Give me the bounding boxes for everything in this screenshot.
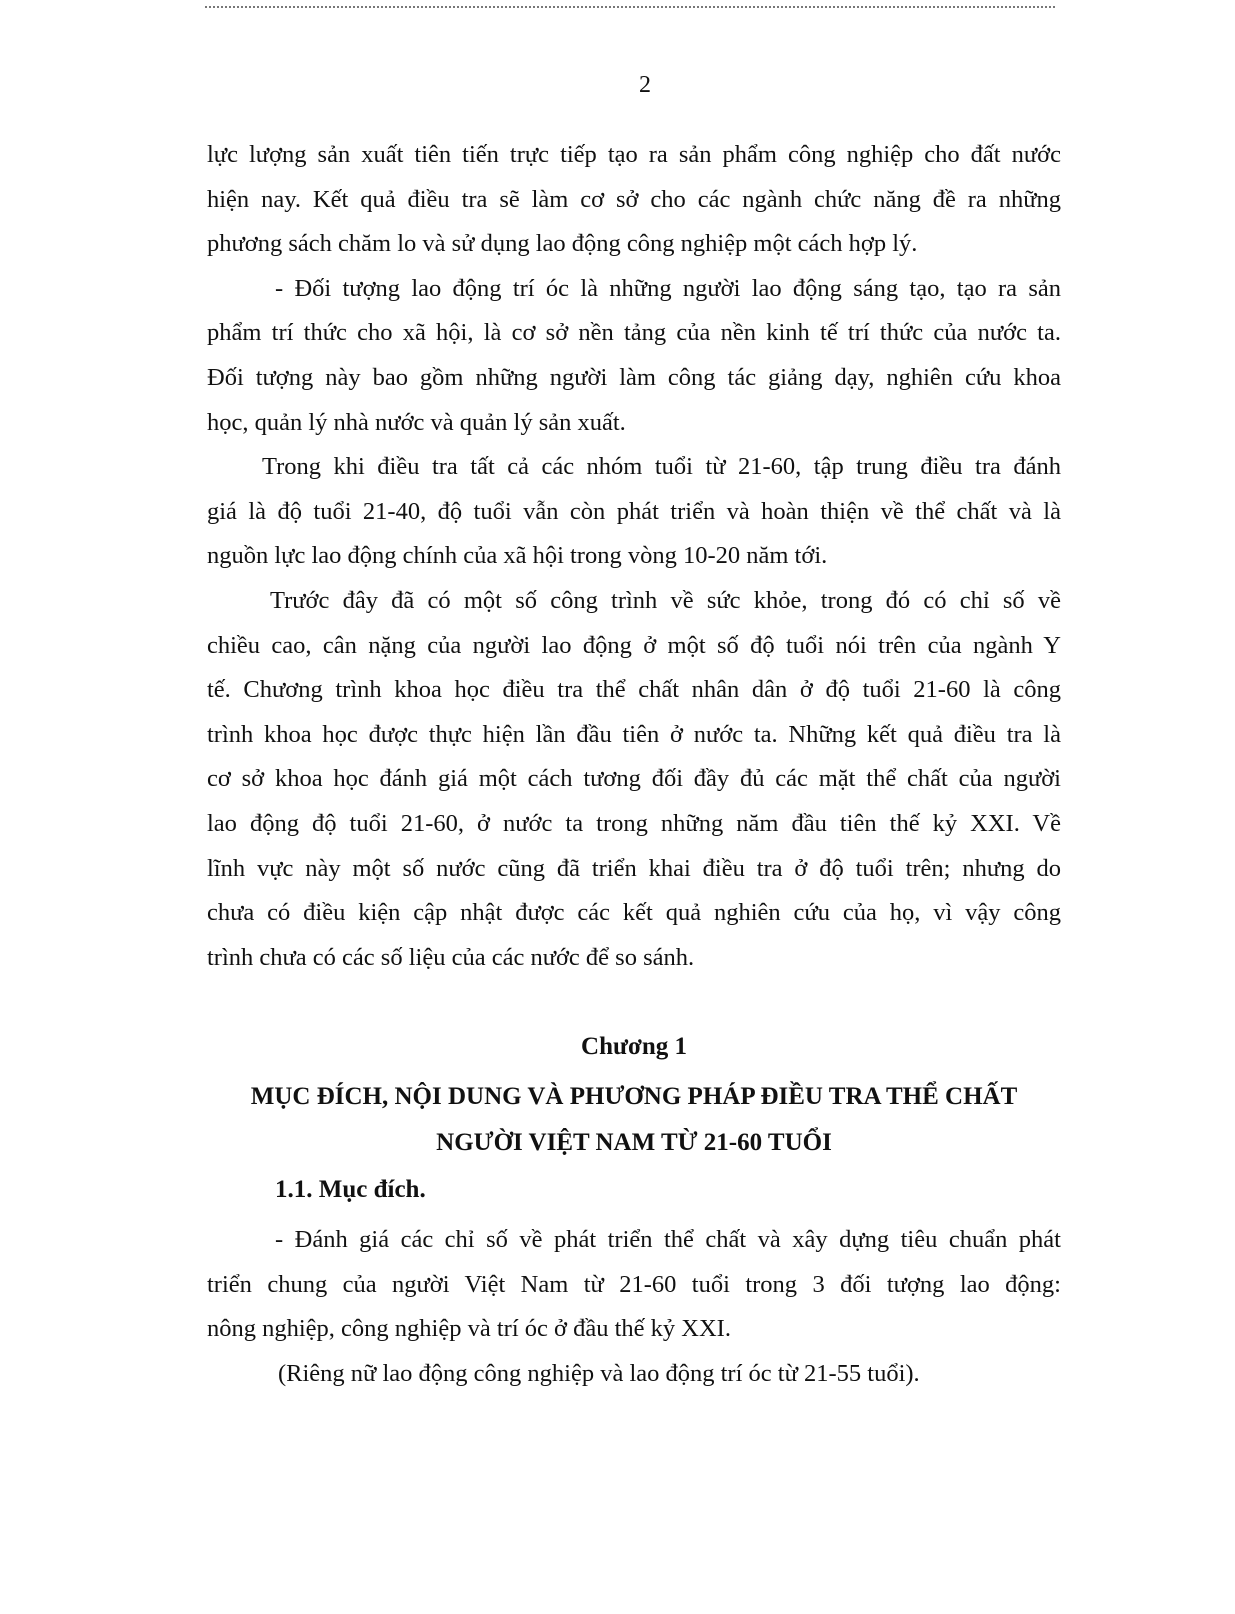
text-line: lao động độ tuổi 21-60, ở nước ta trong những năm đầu tiên thế kỷ XXI. Về	[207, 809, 1061, 837]
text-line: chưa có điều kiện cập nhật được các kết quả nghiên cứu của họ, vì vậy công	[207, 899, 1061, 927]
section-text	[207, 1218, 1061, 1396]
text-line: trình khoa học được thực hiện lần đầu tiên ở nước ta. Những kết quả điều tra là	[207, 720, 1061, 748]
text-line: cơ sở khoa học đánh giá một cách tương đối đầy đủ các mặt thể chất của người	[207, 765, 1061, 793]
text-line: Trước đây đã có một số công trình về sức khỏe, trong đó có chỉ số về	[270, 586, 1061, 614]
paragraph	[207, 1352, 1061, 1397]
text-line: - Đối tượng lao động trí óc là những người lao động sáng tạo, tạo ra sản	[275, 274, 1061, 302]
text-line: phương sách chăm lo và sử dụng lao động công nghiệp một cách hợp lý.	[207, 230, 918, 258]
text-line: chiều cao, cân nặng của người lao động ở một số độ tuổi nói trên của ngành Y	[207, 631, 1061, 659]
text-line: giá là độ tuổi 21-40, độ tuổi vẫn còn phát triển và hoàn thiện về thể chất và là	[207, 497, 1061, 525]
text-line: tế. Chương trình khoa học điều tra thể chất nhân dân ở độ tuổi 21-60 là công	[207, 676, 1061, 704]
intro-text	[207, 133, 1061, 980]
page-number: 2	[639, 72, 651, 98]
paragraph	[207, 267, 1061, 445]
paragraph	[207, 133, 1061, 267]
text-line: (Riêng nữ lao động công nghiệp và lao động trí óc từ 21-55 tuổi).	[278, 1359, 920, 1387]
paragraph	[207, 579, 1061, 980]
chapter-label: Chương 1	[581, 1033, 687, 1060]
text-line: Đối tượng này bao gồm những người làm công tác giảng dạy, nghiên cứu khoa	[207, 363, 1061, 391]
text-line: lực lượng sản xuất tiên tiến trực tiếp tạo ra sản phẩm công nghiệp cho đất nước	[207, 141, 1061, 168]
text-line: học, quản lý nhà nước và quản lý sản xuất.	[207, 408, 626, 436]
text-line: Trong khi điều tra tất cả các nhóm tuổi từ 21-60, tập trung điều tra đánh	[262, 453, 1061, 481]
text-line: lĩnh vực này một số nước cũng đã triển khai điều tra ở độ tuổi trên; nhưng do	[207, 854, 1061, 882]
paragraph	[207, 1218, 1061, 1352]
text-line: hiện nay. Kết quả điều tra sẽ làm cơ sở cho các ngành chức năng đề ra những	[207, 185, 1061, 213]
chapter-title-line-1: MỤC ĐÍCH, NỘI DUNG VÀ PHƯƠNG PHÁP ĐIỀU TRA THỂ CHẤT	[250, 1083, 1018, 1110]
section-heading: 1.1. Mục đích.	[275, 1176, 426, 1203]
text-line: nguồn lực lao động chính của xã hội trong vòng 10-20 năm tới.	[207, 542, 828, 570]
chapter-title-line-2: NGƯỜI VIỆT NAM TỪ 21-60 TUỔI	[436, 1129, 832, 1156]
paragraph	[207, 445, 1061, 579]
scan-top-dotted-line	[205, 6, 1055, 8]
text-line: trình chưa có các số liệu của các nước để so sánh.	[207, 943, 695, 971]
text-line: nông nghiệp, công nghiệp và trí óc ở đầu thế kỷ XXI.	[207, 1315, 731, 1343]
text-line: triển chung của người Việt Nam từ 21-60 tuổi trong 3 đối tượng lao động:	[207, 1270, 1061, 1298]
text-line: - Đánh giá các chỉ số về phát triển thể chất và xây dựng tiêu chuẩn phát	[275, 1226, 1061, 1253]
text-line: phẩm trí thức cho xã hội, là cơ sở nền tảng của nền kinh tế trí thức của nước ta.	[207, 319, 1061, 347]
